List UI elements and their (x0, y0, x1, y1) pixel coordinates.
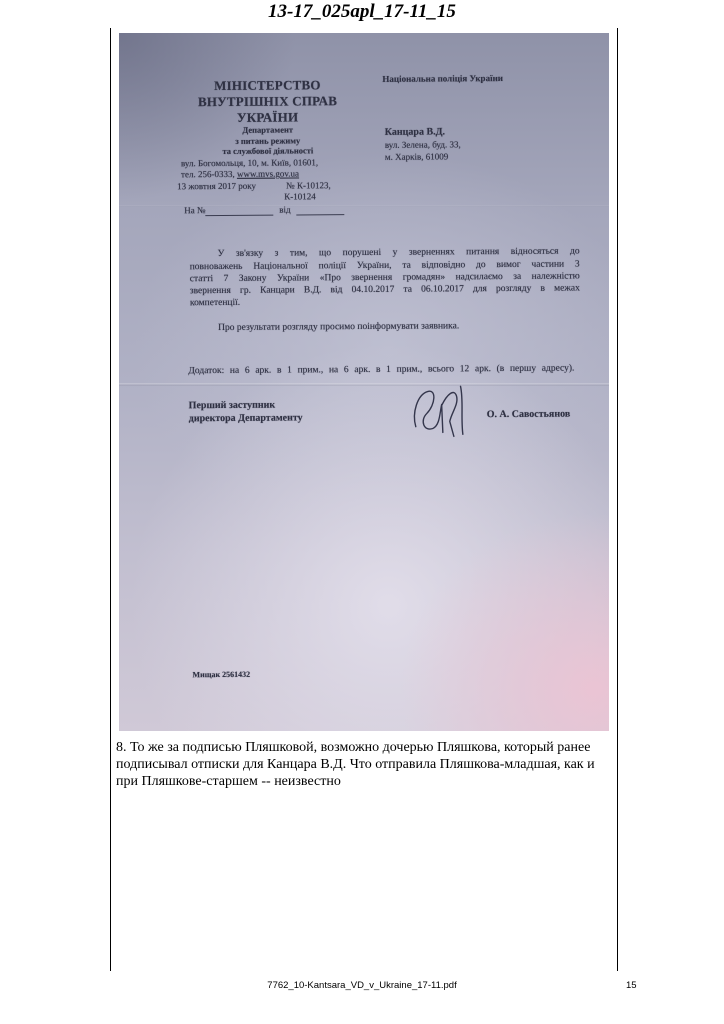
letter-number-2: К-10124 (284, 191, 316, 202)
body-attachment: Додаток: на 6 арк. в 1 прим., на 6 арк. в 1 прим., всього 12 арк. (в першу адресу). (188, 363, 575, 377)
caption-line-3: при Пляшкове-старшем -- неизвестно (116, 774, 341, 789)
footer-page-number: 15 (626, 980, 637, 991)
recipient-city: м. Харків, 61009 (384, 151, 449, 162)
department-line1: Департамент (242, 124, 294, 135)
letter-number: № К-10123, (286, 180, 331, 191)
signatory-name: О. А. Савостьянов (486, 408, 571, 421)
ministry-name-line2: ВНУТРІШНІХ СПРАВ (197, 93, 338, 110)
left-margin-rule (110, 28, 111, 971)
ministry-phone: тел. 256-0333, (180, 168, 235, 180)
reference-date-blank (296, 214, 344, 215)
executor-note: Мищак 2561432 (192, 669, 251, 680)
recipient-organization: Національна поліція України (382, 73, 503, 84)
signatory-title-line2: директора Департаменту (188, 412, 303, 425)
signatory-title-line1: Перший заступник (188, 399, 276, 412)
document-header-title: 13-17_025apl_17-11_15 (268, 1, 456, 22)
body-line-3: статті 7 Закону України «Про звернення громадян» надсилаємо за належністю (189, 271, 580, 285)
body-line-2: повноважень Національної поліції України, та відповідно до вимог частини 3 (189, 259, 580, 273)
caption-line-2: подписывал отписки для Канцара В.Д. Что отправила Пляшкова-младшая, как и (116, 757, 595, 772)
reference-from-label: від (279, 204, 291, 215)
reference-number-blank (205, 215, 273, 216)
letter-date: 13 жовтня 2017 року (177, 180, 257, 192)
handwritten-signature (409, 382, 471, 440)
body-line-1: У зв'язку з тим, що порушені у зверненнях питання відносяться до (217, 246, 580, 260)
ministry-address: вул. Богомольця, 10, м. Київ, 01601, (180, 157, 319, 169)
scanned-letter-photo (119, 33, 609, 731)
caption-line-1: 8. То же за подписью Пляшковой, возможно дочерью Пляшкова, который ранее (116, 740, 591, 755)
department-line2: з питань режиму (235, 135, 301, 146)
department-line3: та службової діяльності (222, 145, 314, 156)
recipient-street: вул. Зелена, буд. 33, (384, 139, 461, 150)
ministry-name-line1: МІНІСТЕРСТВО (214, 77, 321, 94)
ministry-contacts (181, 169, 299, 179)
body-line-5: компетенції. (189, 297, 241, 309)
reference-label: На № (184, 205, 206, 216)
ministry-website: www.mvs.gov.ua (236, 168, 300, 179)
footer-filename: 7762_10-Kantsara_VD_v_Ukraine_17-11.pdf (267, 980, 457, 991)
ministry-name-line3: УКРАЇНИ (236, 109, 299, 125)
body-line-4: звернення гр. Канцари В.Д. від 04.10.2017 та 06.10.2017 для розгляду в межах (189, 283, 580, 297)
recipient-name: Канцара В.Д. (384, 126, 446, 138)
letter-content (119, 33, 609, 731)
body-request: Про результати розгляду просимо поінформувати заявника. (218, 321, 460, 334)
right-margin-rule (617, 28, 618, 971)
